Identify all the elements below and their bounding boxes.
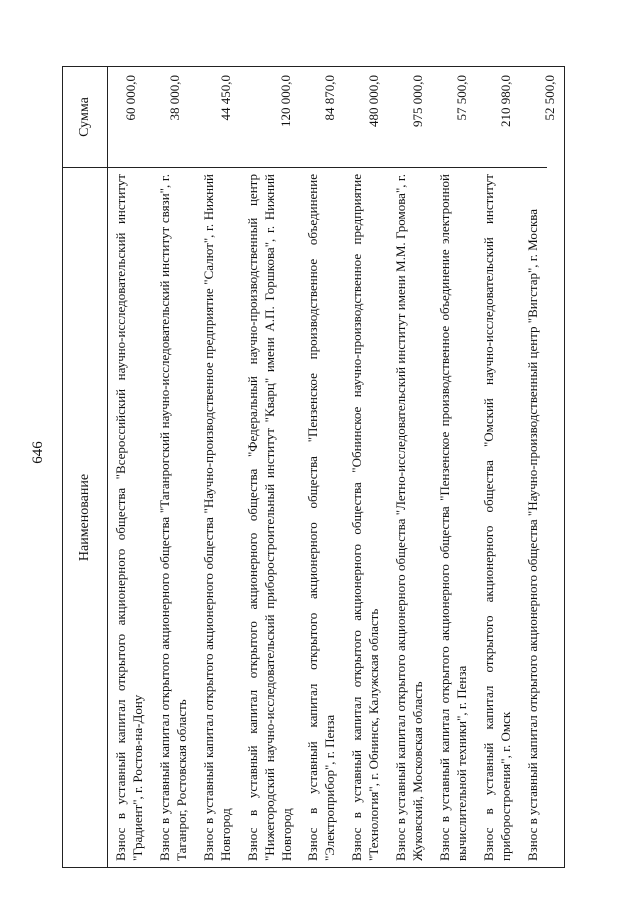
row-name: Взнос в уставный капитал открытого акционерного общества "Всероссийский научно-исследовательский институт "Градиент", г. Ростов-на-Дону xyxy=(108,167,152,867)
row-name: Взнос в уставный капитал открытого акционерного общества "Летно-исследовательский институт имени М.М. Громова", г. Жуковский, Московская область xyxy=(388,167,432,867)
row-sum: 210 980,0 xyxy=(498,75,513,127)
table-row xyxy=(108,67,152,867)
table-row xyxy=(152,67,196,867)
row-name: Взнос в уставный капитал открытого акционерного общества "Таганрогский научно-исследовательский институт связи", г. Таганрог, Ростовская область xyxy=(152,167,196,867)
table-row xyxy=(476,67,520,867)
row-sum: 38 000,0 xyxy=(166,75,182,121)
row-sum: 480 000,0 xyxy=(366,75,381,127)
row-sum: 57 500,0 xyxy=(454,75,469,121)
row-sum: 60 000,0 xyxy=(122,75,138,121)
row-name: Взнос в уставный капитал открытого акционерного общества "Обнинское научно-производственное предприятие "Технология", г. Обнинск, Калужская область xyxy=(344,167,388,867)
row-sum: 52 500,0 xyxy=(542,75,557,121)
row-name: Взнос в уставный капитал открытого акционерного общества "Омский научно-исследовательский институт приборостроения", г. Омск xyxy=(476,167,520,867)
table-row xyxy=(196,67,240,867)
header-sum: Сумма xyxy=(77,97,92,137)
table-row xyxy=(240,67,300,867)
data-table xyxy=(62,66,565,868)
row-name: Взнос в уставный капитал открытого акционерного общества "Пензенское производственное объединение "Электроприбор", г. Пенза xyxy=(300,167,344,867)
row-sum: 975 000,0 xyxy=(410,75,425,127)
row-name: Взнос в уставный капитал открытого акционерного общества "Федеральный научно-производственный центр "Нижегородский научно-исследовательский приборостроительный институт "Кварц" имени А.П. Горшкова", г. Нижний Новгород xyxy=(240,167,301,867)
row-sum: 84 870,0 xyxy=(322,75,337,121)
table-row xyxy=(300,67,344,867)
row-name: Взнос в уставный капитал открытого акционерного общества "Научно-производственное предприятие "Салют", г. Нижний Новгород xyxy=(196,167,240,867)
table-row xyxy=(344,67,388,867)
row-sum: 120 000,0 xyxy=(278,75,293,127)
header-name: Наименование xyxy=(63,167,107,867)
page-number: 646 xyxy=(30,441,46,464)
table-row xyxy=(432,67,476,867)
table-row xyxy=(388,67,432,867)
row-sum: 44 450,0 xyxy=(218,75,233,121)
row-name: Взнос в уставный капитал открытого акционерного общества "Научно-производственный центр "Вигстар", г. Москва xyxy=(520,167,547,867)
table-row xyxy=(520,67,564,867)
table-header-row xyxy=(63,67,108,867)
row-name: Взнос в уставный капитал открытого акционерного общества "Пензенское производственное объединение электронной вычислительной техники", г. Пенза xyxy=(432,167,476,867)
